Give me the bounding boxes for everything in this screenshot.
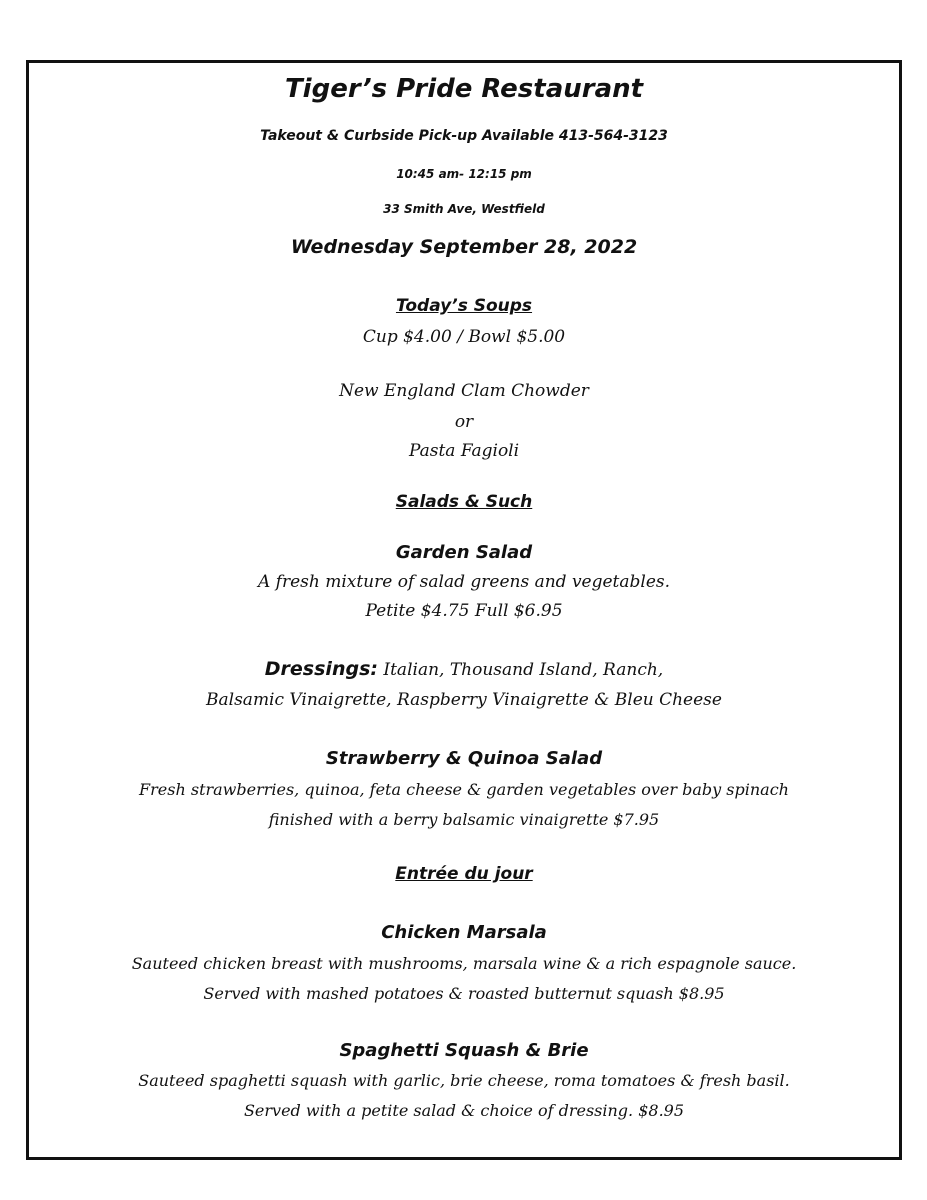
restaurant-name: Tiger’s Pride Restaurant <box>284 74 644 104</box>
garden-salad-description: A fresh mixture of salad greens and vegetables. <box>257 572 671 592</box>
soup-option-2: Pasta Fagioli <box>408 441 520 461</box>
soups-heading: Today’s Soups <box>395 296 533 316</box>
soup-separator: or <box>454 412 474 432</box>
chicken-marsala-description-2: Served with mashed potatoes & roasted butternut squash $8.95 <box>203 984 725 1003</box>
dressings-line-1 <box>26 658 902 680</box>
entrees-heading: Entrée du jour <box>395 864 533 884</box>
soup-pricing: Cup $4.00 / Bowl $5.00 <box>362 327 566 347</box>
soup-option-1: New England Clam Chowder <box>339 381 589 401</box>
garden-salad-price: Petite $4.75 Full $6.95 <box>365 601 563 621</box>
menu-date: Wednesday September 28, 2022 <box>290 236 638 258</box>
dressings-list-1: Italian, Thousand Island, Ranch, <box>377 660 664 680</box>
spaghetti-squash-description-2: Served with a petite salad & choice of dressing. $8.95 <box>243 1101 685 1120</box>
salads-heading: Salads & Such <box>395 492 533 512</box>
strawberry-salad-description-2: finished with a berry balsamic vinaigrette $7.95 <box>268 810 660 829</box>
dressings-label: Dressings: <box>264 658 378 680</box>
chicken-marsala-description-1: Sauteed chicken breast with mushrooms, marsala wine & a rich espagnole sauce. <box>131 954 797 973</box>
address: 33 Smith Ave, Westfield <box>383 202 545 216</box>
spaghetti-squash-name: Spaghetti Squash & Brie <box>339 1040 589 1061</box>
contact-info: Takeout & Curbside Pick-up Available 413-564-3123 <box>260 128 668 144</box>
spaghetti-squash-description-1: Sauteed spaghetti squash with garlic, brie cheese, roma tomatoes & fresh basil. <box>138 1071 790 1090</box>
chicken-marsala-name: Chicken Marsala <box>381 922 547 943</box>
garden-salad-name: Garden Salad <box>395 542 533 563</box>
strawberry-salad-description-1: Fresh strawberries, quinoa, feta cheese & garden vegetables over baby spinach <box>139 780 789 799</box>
strawberry-salad-name: Strawberry & Quinoa Salad <box>325 748 603 769</box>
dressings-list-2: Balsamic Vinaigrette, Raspberry Vinaigrette & Bleu Cheese <box>206 690 722 710</box>
hours: 10:45 am- 12:15 pm <box>396 167 532 181</box>
